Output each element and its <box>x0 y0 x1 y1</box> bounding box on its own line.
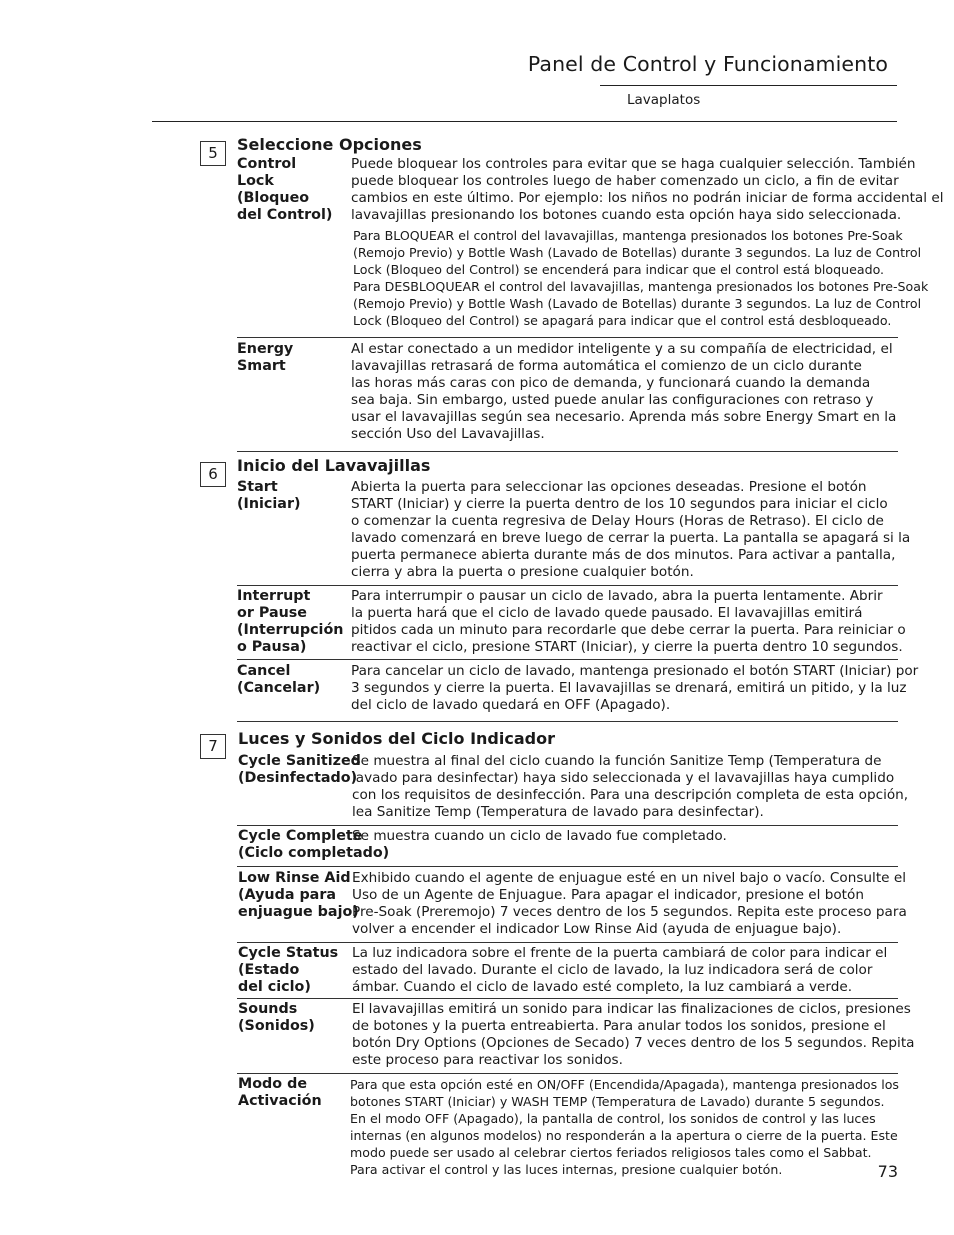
option-label: Cycle Status (Estado del ciclo) <box>238 945 339 995</box>
page-number: 73 <box>877 1162 898 1181</box>
option-description: Puede bloquear los controles para evitar que se haga cualquier selección. También puede bloquear los controles luego de haber comenzado un ciclo, a fin de evitar cambios en este último. Por ejemplo: los niños no podrán iniciar de forma accidental el lavavajillas presionando los botones cuando esta opción haya sido seleccionada. <box>351 156 944 223</box>
option-label: Sounds (Sonidos) <box>238 1001 315 1034</box>
row-divider <box>237 998 898 999</box>
option-description: Para cancelar un ciclo de lavado, mantenga presionado el botón START (Iniciar) por 3 segundos y cierre la puerta. El lavavajillas se drenará, emitirá un pitido, y la luz del ciclo de lavado quedará en OFF (Apagado). <box>351 663 919 713</box>
row-divider <box>237 866 898 867</box>
section-title-inicio-del-lavavajillas: Inicio del Lavavajillas <box>237 456 431 475</box>
page-subtitle: Lavaplatos <box>627 92 701 108</box>
section-number-5: 5 <box>200 141 226 166</box>
option-label: Interrupt or Pause (Interrupción o Pausa) <box>237 588 344 655</box>
row-divider <box>237 1073 898 1074</box>
option-description: Exhibido cuando el agente de enjuague esté en un nivel bajo o vacío. Consulte el Uso de un Agente de Enjuague. Para apagar el indicador, presione el botón Pre-Soak (Preremojo) 7 veces dentro de los 5 segundos. Repita este proceso para volver a encender el indicador Low Rinse Aid (ayuda de enjuague bajo). <box>352 870 907 937</box>
option-label: Cycle Complete (Ciclo completado) <box>238 828 390 861</box>
option-label: Start (Iniciar) <box>237 479 301 512</box>
section-divider <box>152 121 897 122</box>
section-number-6: 6 <box>200 462 226 487</box>
option-label: Control Lock (Bloqueo del Control) <box>237 156 333 223</box>
row-divider <box>237 585 898 586</box>
row-divider <box>237 659 898 660</box>
row-divider <box>237 942 898 943</box>
option-description: Abierta la puerta para seleccionar las opciones deseadas. Presione el botón START (Iniciar) y cierre la puerta dentro de los 10 segundos para iniciar el ciclo o comenzar la cuenta regresiva de Delay Hours (Horas de Retraso). El ciclo de lavado comenzará en breve luego de cerrar la puerta. La pantalla se apagará si la puerta permanece abierta durante más de dos minutos. Para activar a pantalla, cierra y abra la puerta o presione cualquier botón. <box>351 479 911 580</box>
option-label: Low Rinse Aid (Ayuda para enjuague bajo) <box>238 870 359 920</box>
option-label: Cycle Sanitized (Desinfectado) <box>238 753 361 786</box>
row-divider <box>237 337 898 338</box>
section-number-7: 7 <box>200 734 226 759</box>
option-description: Al estar conectado a un medidor inteligente y a su compañía de electricidad, el lavavajillas retrasará de forma automática el comienzo de un ciclo durante las horas más caras con pico de demanda, y funcionará cuando la demanda sea baja. Sin embargo, usted puede anular las configuraciones con retraso y usar el lavavajillas según sea necesario. Aprenda más sobre Energy Smart en la sección Uso del Lavavajillas. <box>351 341 897 442</box>
option-description: Se muestra cuando un ciclo de lavado fue completado. <box>352 828 727 844</box>
option-description: Se muestra al final del ciclo cuando la función Sanitize Temp (Temperatura de lavado para desinfectar) haya sido seleccionada y el lavavajillas haya cumplido con los requisitos de desinfección. Para una descripción completa de esta opción, lea Sanitize Temp (Temperatura de lavado para desinfectar). <box>352 753 909 820</box>
option-label: Cancel (Cancelar) <box>237 663 321 696</box>
option-label: Modo de Activación <box>238 1076 322 1109</box>
page-title: Panel de Control y Funcionamiento <box>527 52 888 76</box>
option-description: Para que esta opción esté en ON/OFF (Encendida/Apagada), mantenga presionados los botones START (Iniciar) y WASH TEMP (Temperatura de Lavado) durante 5 segundos. En el modo OFF (Apagado), la pantalla de control, los sonidos de control y las luces internas (en algunos modelos) no responderán a la apertura o cierre de la puerta. Este modo puede ser usado al celebrar ciertos feriados religiosos tales como el Sabbat. Para activar el control y las luces internas, presione cualquier botón. <box>350 1077 899 1177</box>
option-description: La luz indicadora sobre el frente de la puerta cambiará de color para indicar el estado del lavado. Durante el ciclo de lavado, la luz indicadora será de color ámbar. Cuando el ciclo de lavado esté completo, la luz cambiará a verde. <box>352 945 888 995</box>
row-divider <box>237 825 898 826</box>
section-title-seleccione-opciones: Seleccione Opciones <box>237 135 422 154</box>
option-label: Energy Smart <box>237 341 294 374</box>
option-description: El lavavajillas emitirá un sonido para indicar las finalizaciones de ciclos, presiones de botones y la puerta entreabierta. Para anular todos los sonidos, presione el botón Dry Options (Opciones de Secado) 7 veces dentro de los 5 segundos. Repita este proceso para reactivar los sonidos. <box>352 1001 915 1068</box>
lock-instructions: Para BLOQUEAR el control del lavavajillas, mantenga presionados los botones Pre-Soak (Remojo Previo) y Bottle Wash (Lavado de Botellas) durante 3 segundos. La luz de Control Lock (Bloqueo del Control) se encenderá para indicar que el control está bloqueado. Para DESBLOQUEAR el control del lavavajillas, mantenga presionados los botones Pre-Soak (Remojo Previo) y Bottle Wash (Lavado de Botellas) durante 3 segundos. La luz de Control Lock (Bloqueo del Control) se apagará para indicar que el control está desbloqueado. <box>353 228 929 328</box>
section-title-luces-y-sonidos: Luces y Sonidos del Ciclo Indicador <box>238 729 555 748</box>
row-divider <box>237 721 898 722</box>
row-divider <box>237 451 898 452</box>
option-description: Para interrumpir o pausar un ciclo de lavado, abra la puerta lentamente. Abrir la puerta hará que el ciclo de lavado quede pausado. El lavavajillas emitirá pitidos cada un minuto para recordarle que debe cerrar la puerta. Para reiniciar o reactivar el ciclo, presione START (Iniciar), y cierre la puerta dentro 10 segundos. <box>351 588 906 655</box>
header-rule <box>600 85 897 86</box>
